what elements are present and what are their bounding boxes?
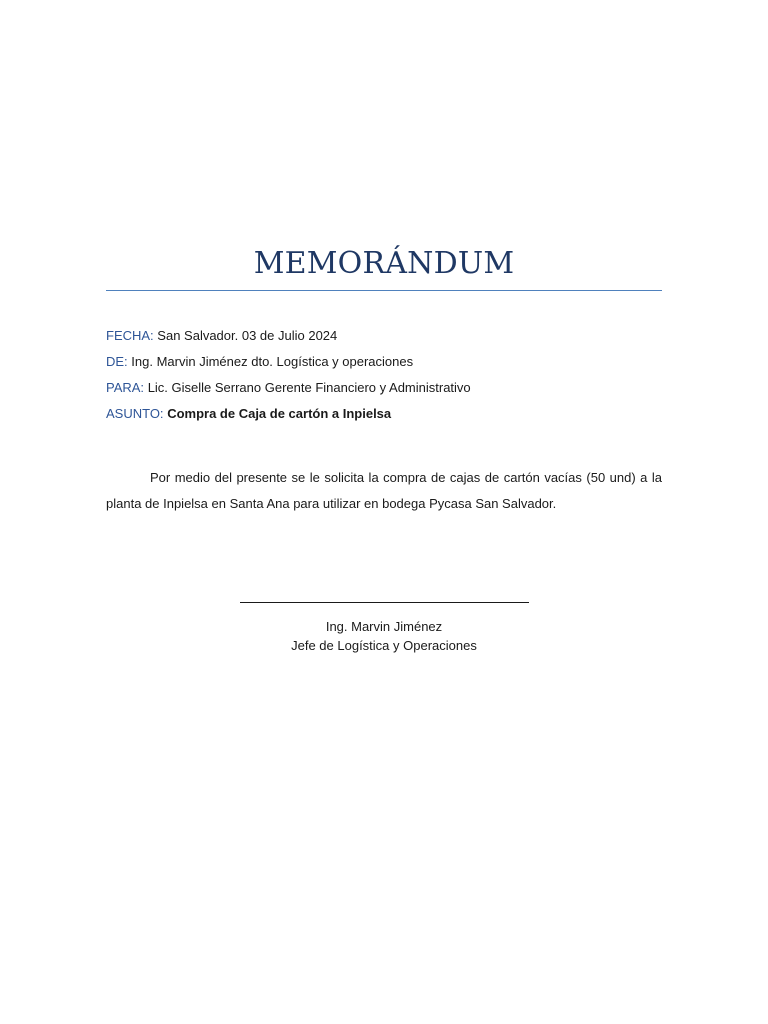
signature-line (240, 602, 529, 603)
memo-body: Por medio del presente se le solicita la compra de cajas de cartón vacías (50 und) a la planta de Inpielsa en Santa Ana para utilizar en bodega Pycasa San Salvador. (106, 470, 662, 511)
para-value: Lic. Giselle Serrano Gerente Financiero y Administrativo (147, 380, 471, 395)
field-para (106, 379, 471, 397)
fecha-label: FECHA: (106, 328, 154, 343)
memo-title: MEMORÁNDUM (253, 246, 515, 281)
title-divider (106, 290, 662, 291)
field-fecha (106, 327, 337, 345)
signature-name: Ing. Marvin Jiménez (325, 619, 443, 634)
para-label: PARA: (106, 380, 145, 395)
field-de (106, 353, 413, 371)
de-value: Ing. Marvin Jiménez dto. Logística y operaciones (131, 354, 414, 369)
fecha-value: San Salvador. 03 de Julio 2024 (157, 328, 338, 343)
signature-role: Jefe de Logística y Operaciones (291, 638, 477, 653)
asunto-value: Compra de Caja de cartón a Inpielsa (167, 406, 392, 421)
asunto-label: ASUNTO: (106, 406, 164, 421)
de-label: DE: (106, 354, 128, 369)
field-asunto (106, 405, 391, 423)
